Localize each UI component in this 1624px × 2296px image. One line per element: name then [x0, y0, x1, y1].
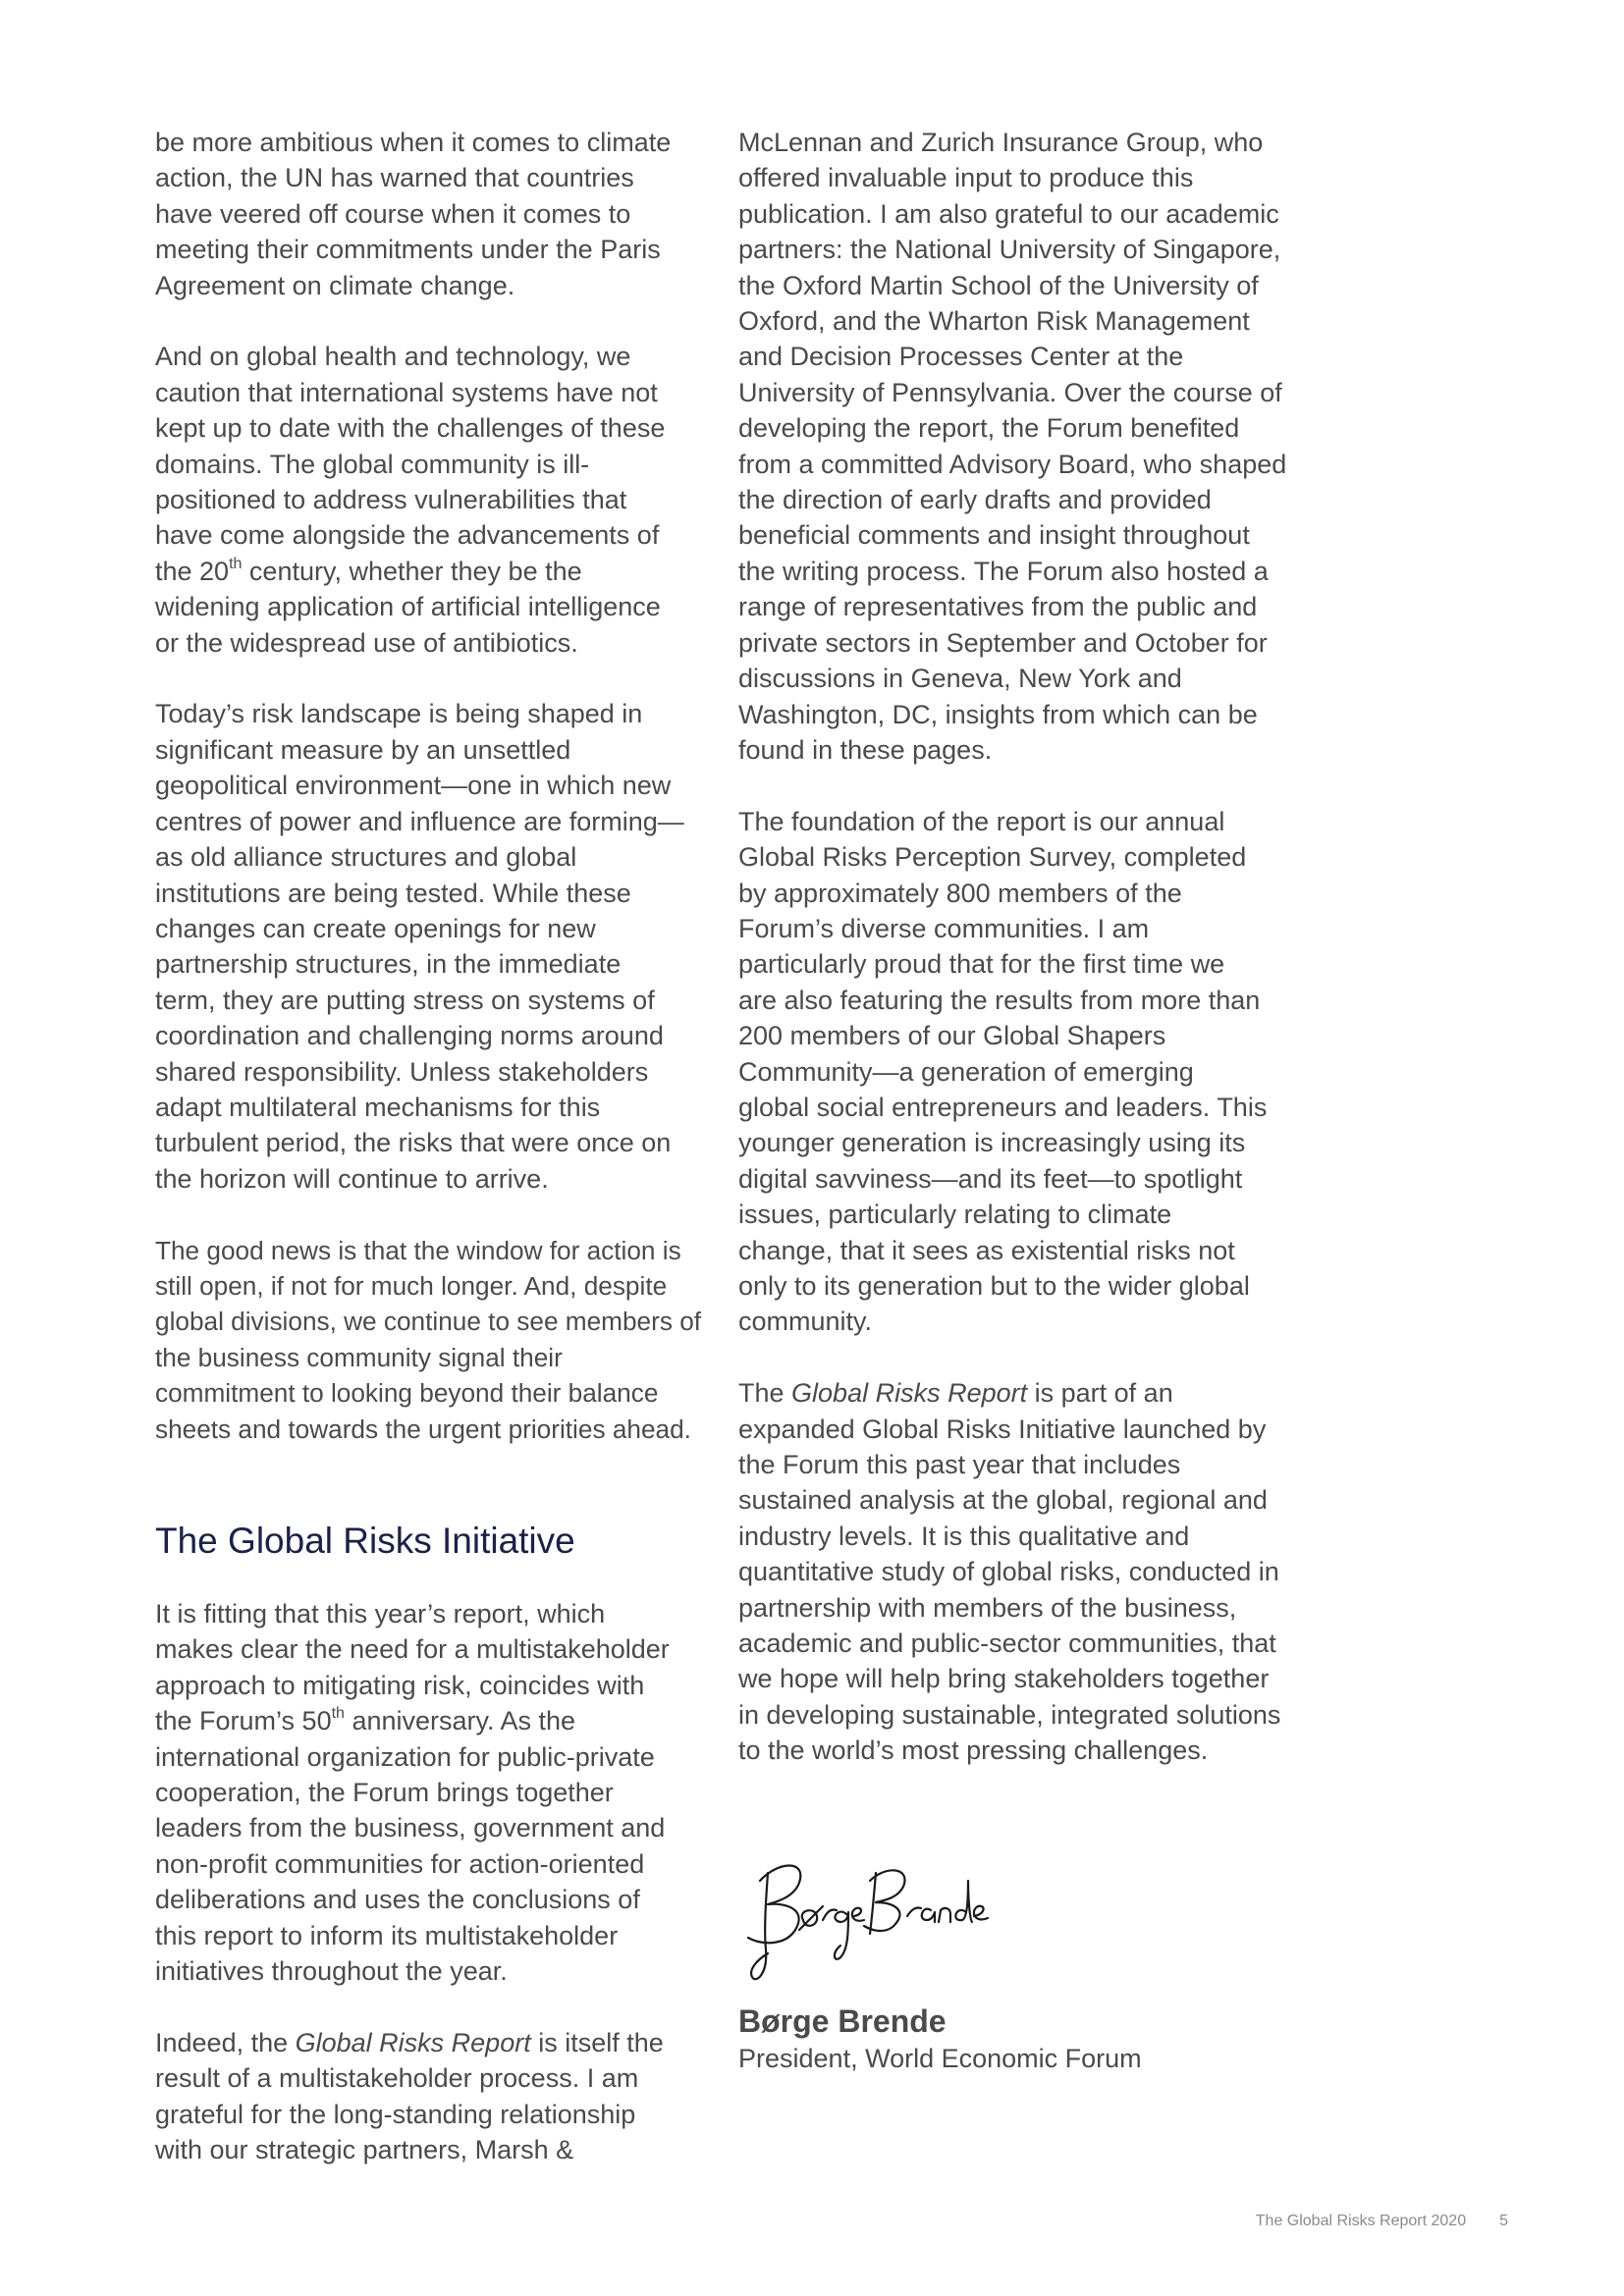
- paragraph-health-technology: [155, 339, 671, 661]
- text-run: Indeed, the: [155, 2027, 296, 2057]
- text-run: is itself the result of a multistakeholder process. I am grateful for the long-standing relationship with our strategic partners, Marsh &: [155, 2027, 664, 2165]
- paragraph-partners: McLennan and Zurich Insurance Group, who offered invaluable input to produce this publication. I am also grateful to our academic partners: the National University of Singapore, the Oxford Martin School of the University of Oxford, and the Wharton Risk Management and Decision Processes Center at the University of Pennsylvania. Over the course of developing the report, the Forum benefited from a committed Advisory Board, who shaped the direction of early drafts and provided beneficial comments and insight throughout the writing process. The Forum also hosted a range of representatives from the public and private sectors in September and October for discussions in Geneva, New York and Washington, DC, insights from which can be found in these pages.: [738, 128, 1287, 765]
- paragraph-initiative: [738, 1375, 1288, 1768]
- report-title-italic: Global Risks Report: [791, 1378, 1028, 1409]
- paragraph-climate: be more ambitious when it comes to climate action, the UN has warned that countries have veered off course when it comes to meeting their commitments under the Paris Agreement on climate change.: [155, 128, 672, 300]
- text-run: is part of an expanded Global Risks Initiative launched by the Forum this past year that includes sustained analysis at the global, regional and industry levels. It is this qualitative and quantitative study of global risks, conducted in partnership with members of the business, academic and public-sector communities, that we hope will help bring stakeholders together in developing sustainable, integrated solutions to the world’s most pressing challenges.: [738, 1378, 1281, 1766]
- signer-title: President, World Economic Forum: [738, 2043, 1142, 2073]
- text-run: And on global health and technology, we caution that international systems have not kept up to date with the challenges of these domains. The global community is ill-positioned to address vulnerabilities that have come alongside the advancements of the 20: [155, 342, 666, 586]
- left-column: [155, 125, 705, 2167]
- paragraph-risk-landscape: Today’s risk landscape is being shaped in significant measure by an unsettled geopolitical environment—one in which new centres of power and influence are forming—as old alliance structures and global institutions are being tested. While these changes can create openings for new partnership structures, in the immediate term, they are putting stress on systems of coordination and challenging norms around shared responsibility. Unless stakeholders adapt multilateral mechanisms for this turbulent period, the risks that were once on the horizon will continue to arrive.: [155, 699, 684, 1194]
- paragraph-survey: The foundation of the report is our annual Global Risks Perception Survey, completed by approximately 800 members of the Forum’s diverse communities. I am particularly proud that for the first time we are also featuring the results from more than 200 members of our Global Shapers Community—a generation of emerging global social entrepreneurs and leaders. This younger generation is increasingly using its digital savviness—and its feet—to spotlight issues, particularly relating to climate change, that it sees as existential risks not only to its generation but to the wider global community.: [738, 806, 1268, 1337]
- text-run: anniversary. As the international organization for public-private cooperation, the Forum brings together leaders from the business, government and non-profit communities for action-oriented deliberations and uses the conclusions of this report to inform its multistakeholder initiatives throughout the year.: [155, 1706, 666, 1987]
- paragraph-good-news: The good news is that the window for action is still open, if not for much longer. And, despite global divisions, we continue to see members of the business community signal their commitment to looking beyond their balance sheets and towards the urgent priorities ahead.: [155, 1235, 702, 1444]
- text-run: century, whether they be the widening application of artificial intelligence or the widespread use of antibiotics.: [155, 556, 661, 658]
- report-title-italic: Global Risks Report: [295, 2027, 531, 2057]
- paragraph-indeed: [155, 2025, 685, 2168]
- superscript-th: th: [331, 1705, 345, 1723]
- paragraph-fitting: [155, 1596, 685, 1989]
- superscript-th: th: [229, 555, 243, 572]
- right-column: [738, 125, 1288, 2076]
- page-footer: [1256, 2213, 1508, 2230]
- text-run: It is fitting that this year’s report, which makes clear the need for a multistakeholder approach to mitigating risk, coincides with the Forum’s 50: [155, 1598, 670, 1736]
- section-heading: The Global Risks Initiative: [155, 1520, 575, 1561]
- page-number: 5: [1499, 2213, 1508, 2229]
- text-run: The: [738, 1378, 792, 1409]
- signature-image: [738, 1851, 994, 1989]
- signer-name: Børge Brende: [738, 2002, 947, 2039]
- footer-report-title: The Global Risks Report 2020: [1255, 2213, 1467, 2229]
